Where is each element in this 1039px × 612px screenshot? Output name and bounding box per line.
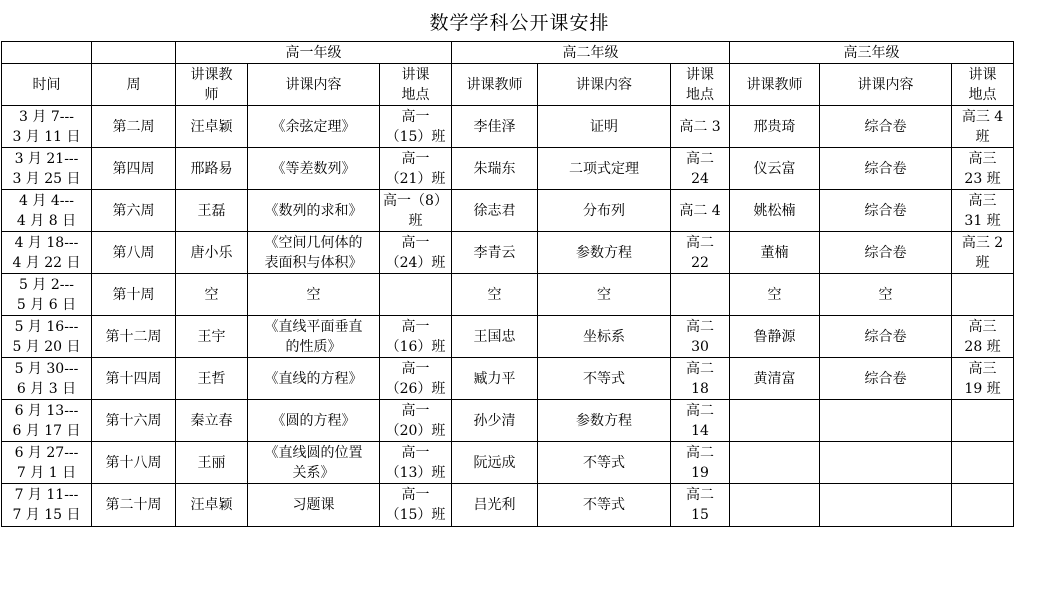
cell-teacher-grade-1: 王磊 <box>176 190 248 232</box>
cell-content-grade-2: 不等式 <box>538 484 671 527</box>
cell-teacher-grade-1: 邢路易 <box>176 148 248 190</box>
cell-content-grade-1: 《直线圆的位置 关系》 <box>248 442 380 484</box>
cell-week: 第四周 <box>92 148 176 190</box>
cell-time: 3 月 7--- 3 月 11 日 <box>2 106 92 148</box>
cell-content-grade-2: 分布列 <box>538 190 671 232</box>
table-row <box>2 484 1014 527</box>
table-row <box>2 190 1014 232</box>
grade-3-header: 高三年级 <box>730 42 1014 64</box>
cell-week: 第十四周 <box>92 358 176 400</box>
cell-teacher-grade-3 <box>730 484 820 527</box>
cell-content-grade-2: 参数方程 <box>538 232 671 274</box>
header-time: 时间 <box>2 64 92 106</box>
cell-teacher-grade-2: 吕光利 <box>452 484 538 527</box>
cell-week: 第十周 <box>92 274 176 316</box>
cell-place-grade-2: 高二 4 <box>671 190 730 232</box>
cell-time: 4 月 4--- 4 月 8 日 <box>2 190 92 232</box>
cell-content-grade-1: 习题课 <box>248 484 380 527</box>
header-content-grade-1: 讲课内容 <box>248 64 380 106</box>
cell-time: 4 月 18--- 4 月 22 日 <box>2 232 92 274</box>
cell-content-grade-3: 空 <box>820 274 952 316</box>
cell-content-grade-2: 坐标系 <box>538 316 671 358</box>
cell-teacher-grade-3: 邢贵琦 <box>730 106 820 148</box>
cell-place-grade-2: 高二 18 <box>671 358 730 400</box>
cell-content-grade-3: 综合卷 <box>820 106 952 148</box>
cell-content-grade-1: 《余弦定理》 <box>248 106 380 148</box>
header-week: 周 <box>92 64 176 106</box>
cell-content-grade-3: 综合卷 <box>820 190 952 232</box>
cell-place-grade-2: 高二 3 <box>671 106 730 148</box>
cell-week: 第六周 <box>92 190 176 232</box>
cell-place-grade-3: 高三 2 班 <box>952 232 1014 274</box>
cell-week: 第十二周 <box>92 316 176 358</box>
cell-content-grade-1: 空 <box>248 274 380 316</box>
cell-time: 5 月 2--- 5 月 6 日 <box>2 274 92 316</box>
cell-teacher-grade-2: 臧力平 <box>452 358 538 400</box>
cell-week: 第八周 <box>92 232 176 274</box>
cell-place-grade-3 <box>952 484 1014 527</box>
cell-teacher-grade-3: 仪云富 <box>730 148 820 190</box>
cell-place-grade-1: 高一 （26）班 <box>380 358 452 400</box>
cell-teacher-grade-3: 空 <box>730 274 820 316</box>
table-row <box>2 106 1014 148</box>
header-teacher-grade-3: 讲课教师 <box>730 64 820 106</box>
cell-content-grade-3: 综合卷 <box>820 232 952 274</box>
header-content-grade-2: 讲课内容 <box>538 64 671 106</box>
cell-place-grade-2: 高二 19 <box>671 442 730 484</box>
cell-teacher-grade-3: 鲁静源 <box>730 316 820 358</box>
grade-header-row <box>2 42 1014 64</box>
cell-content-grade-2: 证明 <box>538 106 671 148</box>
table-row <box>2 274 1014 316</box>
cell-content-grade-1: 《等差数列》 <box>248 148 380 190</box>
cell-week: 第十六周 <box>92 400 176 442</box>
cell-place-grade-1: 高一（8） 班 <box>380 190 452 232</box>
cell-content-grade-3: 综合卷 <box>820 148 952 190</box>
header-teacher-grade-2: 讲课教师 <box>452 64 538 106</box>
cell-time: 6 月 27--- 7 月 1 日 <box>2 442 92 484</box>
cell-place-grade-1: 高一 （21）班 <box>380 148 452 190</box>
cell-time: 5 月 16--- 5 月 20 日 <box>2 316 92 358</box>
cell-place-grade-1: 高一 （20）班 <box>380 400 452 442</box>
page-title: 数学学科公开课安排 <box>429 12 610 34</box>
cell-content-grade-2: 参数方程 <box>538 400 671 442</box>
cell-time: 7 月 11--- 7 月 15 日 <box>2 484 92 527</box>
cell-teacher-grade-2: 孙少清 <box>452 400 538 442</box>
cell-content-grade-1: 《空间几何体的 表面积与体积》 <box>248 232 380 274</box>
cell-time: 3 月 21--- 3 月 25 日 <box>2 148 92 190</box>
cell-teacher-grade-2: 李佳泽 <box>452 106 538 148</box>
cell-place-grade-2: 高二 30 <box>671 316 730 358</box>
table-row <box>2 232 1014 274</box>
cell-week: 第十八周 <box>92 442 176 484</box>
cell-teacher-grade-2: 李青云 <box>452 232 538 274</box>
cell-place-grade-3 <box>952 400 1014 442</box>
cell-place-grade-2 <box>671 274 730 316</box>
empty-header-cell <box>92 42 176 64</box>
cell-place-grade-1: 高一 （13）班 <box>380 442 452 484</box>
cell-place-grade-3: 高三 23 班 <box>952 148 1014 190</box>
header-content-grade-3: 讲课内容 <box>820 64 952 106</box>
cell-content-grade-3 <box>820 484 952 527</box>
cell-content-grade-2: 空 <box>538 274 671 316</box>
cell-teacher-grade-1: 王宇 <box>176 316 248 358</box>
cell-teacher-grade-3 <box>730 442 820 484</box>
table-row <box>2 316 1014 358</box>
cell-place-grade-2: 高二 22 <box>671 232 730 274</box>
cell-teacher-grade-2: 阮远成 <box>452 442 538 484</box>
cell-teacher-grade-2: 徐志君 <box>452 190 538 232</box>
header-place-grade-3: 讲课 地点 <box>952 64 1014 106</box>
cell-content-grade-2: 不等式 <box>538 358 671 400</box>
header-place-grade-2: 讲课 地点 <box>671 64 730 106</box>
grade-2-header: 高二年级 <box>452 42 730 64</box>
cell-week: 第二周 <box>92 106 176 148</box>
schedule-table <box>1 41 1014 527</box>
cell-content-grade-1: 《直线平面垂直 的性质》 <box>248 316 380 358</box>
cell-content-grade-1: 《数列的求和》 <box>248 190 380 232</box>
cell-teacher-grade-1: 唐小乐 <box>176 232 248 274</box>
cell-teacher-grade-3 <box>730 400 820 442</box>
cell-teacher-grade-2: 朱瑞东 <box>452 148 538 190</box>
cell-place-grade-3: 高三 19 班 <box>952 358 1014 400</box>
cell-content-grade-2: 二项式定理 <box>538 148 671 190</box>
cell-place-grade-3: 高三 28 班 <box>952 316 1014 358</box>
cell-content-grade-3: 综合卷 <box>820 316 952 358</box>
cell-place-grade-3: 高三 31 班 <box>952 190 1014 232</box>
cell-teacher-grade-1: 王哲 <box>176 358 248 400</box>
cell-teacher-grade-2: 王国忠 <box>452 316 538 358</box>
cell-place-grade-1: 高一 （15）班 <box>380 484 452 527</box>
cell-place-grade-3 <box>952 442 1014 484</box>
header-place-grade-1: 讲课 地点 <box>380 64 452 106</box>
cell-teacher-grade-3: 姚松楠 <box>730 190 820 232</box>
header-teacher-grade-1: 讲课教 师 <box>176 64 248 106</box>
cell-teacher-grade-3: 黄清富 <box>730 358 820 400</box>
cell-time: 6 月 13--- 6 月 17 日 <box>2 400 92 442</box>
cell-teacher-grade-1: 汪卓颖 <box>176 484 248 527</box>
cell-place-grade-2: 高二 24 <box>671 148 730 190</box>
cell-teacher-grade-3: 董楠 <box>730 232 820 274</box>
cell-place-grade-3 <box>952 274 1014 316</box>
grade-1-header: 高一年级 <box>176 42 452 64</box>
cell-teacher-grade-1: 王丽 <box>176 442 248 484</box>
table-row <box>2 358 1014 400</box>
table-row <box>2 400 1014 442</box>
cell-content-grade-1: 《直线的方程》 <box>248 358 380 400</box>
column-header-row <box>2 64 1014 106</box>
empty-header-cell <box>2 42 92 64</box>
cell-place-grade-1: 高一 （24）班 <box>380 232 452 274</box>
cell-content-grade-3 <box>820 400 952 442</box>
cell-content-grade-2: 不等式 <box>538 442 671 484</box>
cell-content-grade-3: 综合卷 <box>820 358 952 400</box>
cell-place-grade-2: 高二 14 <box>671 400 730 442</box>
cell-place-grade-2: 高二 15 <box>671 484 730 527</box>
cell-place-grade-1: 高一 （16）班 <box>380 316 452 358</box>
cell-place-grade-3: 高三 4 班 <box>952 106 1014 148</box>
table-row <box>2 442 1014 484</box>
cell-place-grade-1: 高一 （15）班 <box>380 106 452 148</box>
cell-teacher-grade-1: 空 <box>176 274 248 316</box>
cell-teacher-grade-1: 汪卓颖 <box>176 106 248 148</box>
cell-content-grade-3 <box>820 442 952 484</box>
cell-content-grade-1: 《圆的方程》 <box>248 400 380 442</box>
cell-teacher-grade-1: 秦立春 <box>176 400 248 442</box>
cell-place-grade-1 <box>380 274 452 316</box>
table-row <box>2 148 1014 190</box>
cell-week: 第二十周 <box>92 484 176 527</box>
cell-time: 5 月 30--- 6 月 3 日 <box>2 358 92 400</box>
cell-teacher-grade-2: 空 <box>452 274 538 316</box>
